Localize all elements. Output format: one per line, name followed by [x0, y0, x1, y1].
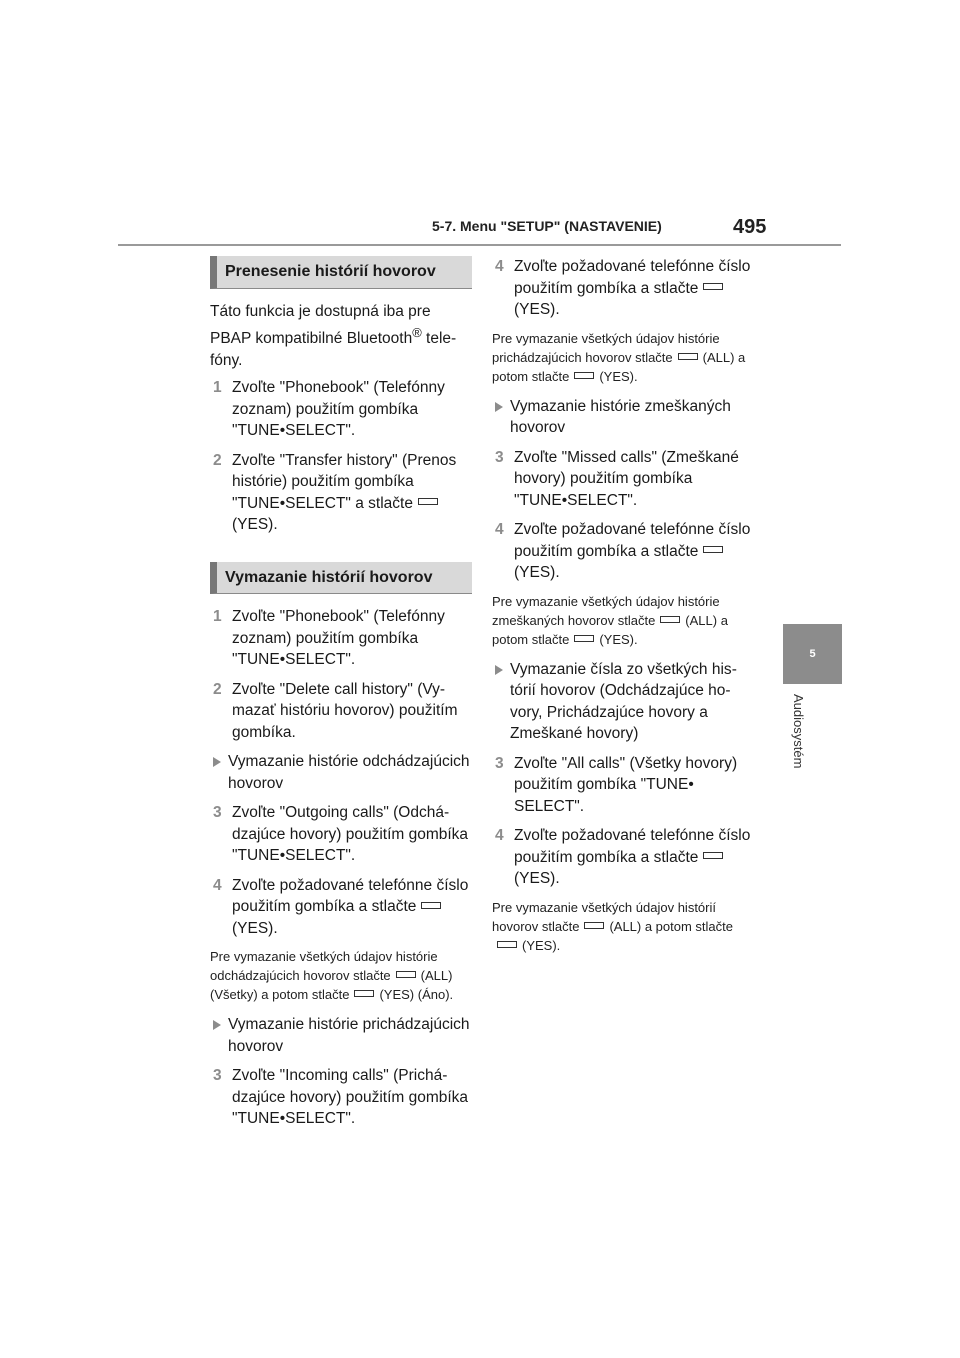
- note-text: (ALL) a potom stlačte: [492, 612, 728, 647]
- step-number: 4: [495, 827, 504, 844]
- section-title-delete: Vymazanie histórií hovorov: [210, 562, 472, 595]
- step-number: 3: [495, 754, 504, 772]
- step: [210, 450, 472, 536]
- button-icon: [703, 283, 723, 290]
- note: [492, 592, 754, 649]
- button-icon: [421, 902, 441, 909]
- step-number: 4: [213, 876, 222, 894]
- subheading: [492, 659, 754, 745]
- subheading: [210, 751, 472, 794]
- step: [210, 875, 472, 940]
- section-title-transfer: Prenesenie histórií hovorov: [210, 256, 472, 289]
- intro-text-end: telefóny.: [210, 330, 457, 369]
- triangle-bullet-icon: [213, 757, 221, 767]
- triangle-bullet-icon: [495, 665, 503, 675]
- note-text: (YES) (Áno).: [379, 987, 454, 1003]
- right-column: [492, 256, 754, 965]
- note-text: (YES).: [599, 631, 638, 647]
- step: [492, 825, 754, 890]
- note-text: Pre vymazanie všetkých údajov histórie odchádzajúcich hovorov stlačte: [210, 949, 438, 984]
- step-number: 3: [213, 1067, 222, 1085]
- step-number: 3: [213, 804, 222, 822]
- button-icon: [574, 635, 594, 642]
- step-text-end: (YES).: [514, 301, 560, 318]
- button-icon: [354, 990, 374, 997]
- button-icon: [418, 498, 438, 505]
- step: [210, 679, 472, 744]
- header-divider: [118, 244, 841, 246]
- step-text: Zvoľte "Phonebook" (Telefónny zoznam) použitím gombíka "TUNE•SELECT".: [232, 608, 445, 669]
- step-text: Zvoľte "Outgoing calls" (Odchádzajúce hovory) použitím gombíka "TUNE•SELECT".: [232, 804, 469, 865]
- step-number: 1: [213, 379, 222, 397]
- note-text: (YES).: [599, 368, 638, 384]
- step-text-end: (YES).: [232, 516, 278, 534]
- step-text: Zvoľte "Phonebook" (Telefónny zoznam) použitím gombíka "TUNE•SELECT".: [232, 379, 445, 440]
- subheading-text: Vymazanie čísla zo všetkých histórií hovorov (Odchádzajúce hovory, Prichádzajúce hovory a Zmeškané hovory): [510, 660, 737, 742]
- step: [210, 377, 472, 442]
- note-text: Pre vymazanie všetkých údajov histórie zmeškaných hovorov stlačte: [492, 593, 720, 628]
- step: [210, 802, 472, 867]
- button-icon: [396, 971, 416, 978]
- step-text: Zvoľte požadované telefónne číslo použitím gombíka a stlačte: [232, 876, 469, 916]
- subheading-text: Vymazanie histórie zmeškaných hovorov: [510, 397, 731, 436]
- step: [492, 519, 754, 584]
- subheading-text: Vymazanie histórie prichádzajúcich hovorov: [228, 1016, 470, 1055]
- button-icon: [660, 616, 680, 623]
- triangle-bullet-icon: [213, 1020, 221, 1030]
- step: [210, 1065, 472, 1130]
- note-text: (ALL) a potom stlačte: [609, 918, 733, 934]
- step-text: Zvoľte "Delete call history" (Vymazať históriu hovorov) použitím gombíka.: [232, 680, 458, 741]
- button-icon: [703, 546, 723, 553]
- step-number: 2: [213, 680, 222, 698]
- intro-paragraph: [210, 301, 472, 372]
- running-header: 5-7. Menu "SETUP" (NASTAVENIE): [432, 218, 662, 234]
- step: [492, 256, 754, 321]
- note-text: (ALL) (Všetky) a potom stlačte: [210, 968, 453, 1003]
- subheading: [492, 396, 754, 439]
- chapter-label: Audiosystém: [791, 694, 806, 769]
- step-text: Zvoľte "Incoming calls" (Prichádzajúce hovory) použitím gombíka "TUNE•SELECT".: [232, 1067, 469, 1128]
- step: [492, 447, 754, 512]
- subheading-text: Vymazanie histórie odchádzajúcich hovorov: [228, 753, 470, 792]
- step-number: 3: [495, 448, 504, 466]
- note: [492, 898, 754, 955]
- chapter-number: 5: [809, 648, 816, 660]
- note: [492, 329, 754, 386]
- note-text: Pre vymazanie všetkých údajov histórií hovorov stlačte: [492, 899, 716, 934]
- step-text-end: (YES).: [514, 564, 560, 581]
- step-text: Zvoľte "All calls" (Všetky hovory) použitím gombíka "TUNE• SELECT".: [514, 754, 738, 815]
- step-text: Zvoľte "Transfer history" (Prenos histórie) použitím gombíka "TUNE•SELECT" a stlačte: [232, 451, 457, 512]
- subheading: [210, 1014, 472, 1057]
- registered-mark: ®: [412, 325, 422, 340]
- left-column: [210, 256, 472, 1138]
- step-text: Zvoľte požadované telefónne číslo použitím gombíka a stlačte: [514, 827, 751, 866]
- step-text-end: (YES).: [232, 919, 278, 937]
- button-icon: [584, 922, 604, 929]
- triangle-bullet-icon: [495, 402, 503, 412]
- button-icon: [703, 852, 723, 859]
- step: [210, 606, 472, 671]
- step-number: 4: [495, 258, 504, 275]
- note-text: (ALL) a potom stlačte: [492, 349, 746, 384]
- step-text: Zvoľte požadované telefónne číslo použitím gombíka a stlačte: [514, 521, 751, 560]
- button-icon: [678, 353, 698, 360]
- note-text: (YES).: [522, 937, 561, 953]
- note: [210, 947, 472, 1004]
- step: [492, 753, 754, 818]
- step-text: Zvoľte "Missed calls" (Zmeškané hovory) použitím gombíka "TUNE•SELECT".: [514, 448, 739, 509]
- step-number: 4: [495, 521, 504, 538]
- chapter-tab: [783, 624, 842, 684]
- step-number: 2: [213, 451, 222, 469]
- step-text-end: (YES).: [514, 870, 560, 887]
- step-number: 1: [213, 608, 222, 626]
- button-icon: [497, 941, 517, 948]
- intro-text: Táto funkcia je dostupná iba pre PBAP kompatibilné Bluetooth: [210, 302, 431, 348]
- button-icon: [574, 372, 594, 379]
- page-number: 495: [733, 216, 767, 238]
- note-text: Pre vymazanie všetkých údajov histórie prichádzajúcich hovorov stlačte: [492, 330, 720, 365]
- step-text: Zvoľte požadované telefónne číslo použitím gombíka a stlačte: [514, 258, 751, 297]
